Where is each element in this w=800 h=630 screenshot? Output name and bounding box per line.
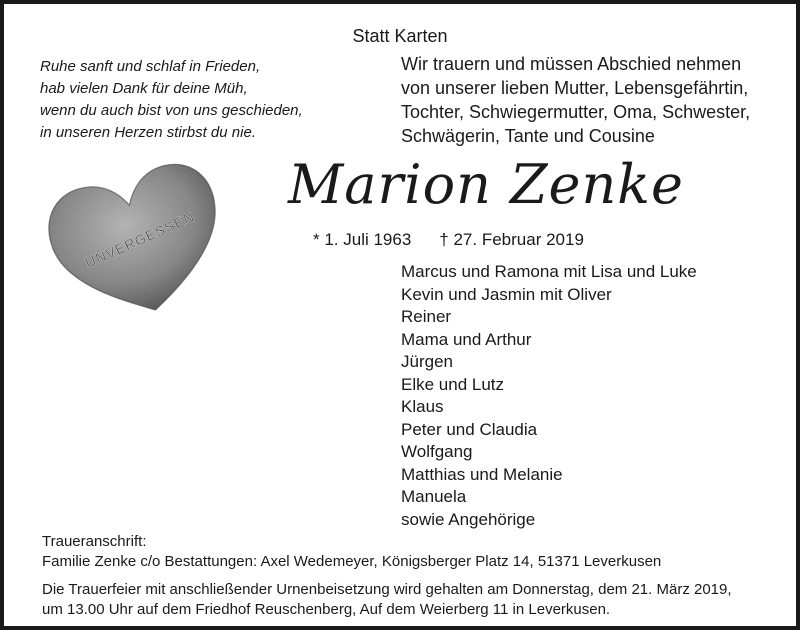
mourner-entry: Wolfgang	[401, 442, 473, 461]
heart-stone-icon	[44, 162, 234, 327]
poem-line: in unseren Herzen stirbst du nie.	[40, 124, 256, 141]
mourner-entry: Reiner	[401, 307, 452, 326]
mourner-entry: Klaus	[401, 397, 444, 416]
mourner-entry: Matthias und Melanie	[401, 464, 563, 484]
mourner-entry: Jürgen	[401, 352, 453, 371]
memorial-poem	[40, 56, 303, 144]
mourner-entry: Kevin und Jasmin mit Oliver	[401, 284, 612, 304]
mourner-entry: Mama und Arthur	[401, 329, 532, 349]
ceremony-details-line: Die Trauerfeier mit anschließender Urnenbeisetzung wird gehalten am Donnerstag, dem 21. März 2019,	[42, 581, 732, 598]
statement-line: Tochter, Schwiegermutter, Oma, Schwester,	[401, 102, 751, 122]
mourner-entry: Peter und Claudia	[401, 419, 538, 439]
stone-heart-image	[44, 162, 234, 327]
statement-line: Wir trauern und müssen Abschied nehmen	[401, 54, 742, 74]
mourner-entry: Elke und Lutz	[401, 374, 505, 394]
address-label: Traueranschrift:	[42, 533, 147, 550]
ceremony-details-line: um 13.00 Uhr auf dem Friedhof Reuschenberg, Auf dem Weierberg 11 in Leverkusen.	[42, 601, 611, 618]
mourning-address: Familie Zenke c/o Bestattungen: Axel Wedemeyer, Königsberger Platz 14, 51371 Leverkusen	[42, 553, 662, 570]
heart-engraving: UNVERGESSEN	[82, 208, 198, 271]
death-date: † 27. Februar 2019	[439, 230, 584, 249]
mourner-entry: sowie Angehörige	[401, 509, 536, 529]
notice-heading: Statt Karten	[352, 26, 448, 46]
poem-line: hab vielen Dank für deine Müh,	[40, 80, 248, 97]
mourner-entry: Manuela	[401, 487, 467, 506]
mourning-statement	[401, 52, 750, 148]
life-dates	[313, 230, 584, 250]
statement-line: von unserer lieben Mutter, Lebensgefährtin,	[401, 78, 749, 98]
poem-line: wenn du auch bist von uns geschieden,	[40, 102, 303, 119]
statement-line: Schwägerin, Tante und Cousine	[401, 126, 655, 146]
mourner-entry: Marcus und Ramona mit Lisa und Luke	[401, 262, 697, 281]
notice-footer	[42, 532, 776, 620]
deceased-name: Marion Zenke	[288, 153, 684, 216]
birth-date: * 1. Juli 1963	[313, 230, 412, 249]
mourners-list	[401, 261, 697, 531]
poem-line: Ruhe sanft und schlaf in Frieden,	[40, 58, 261, 75]
